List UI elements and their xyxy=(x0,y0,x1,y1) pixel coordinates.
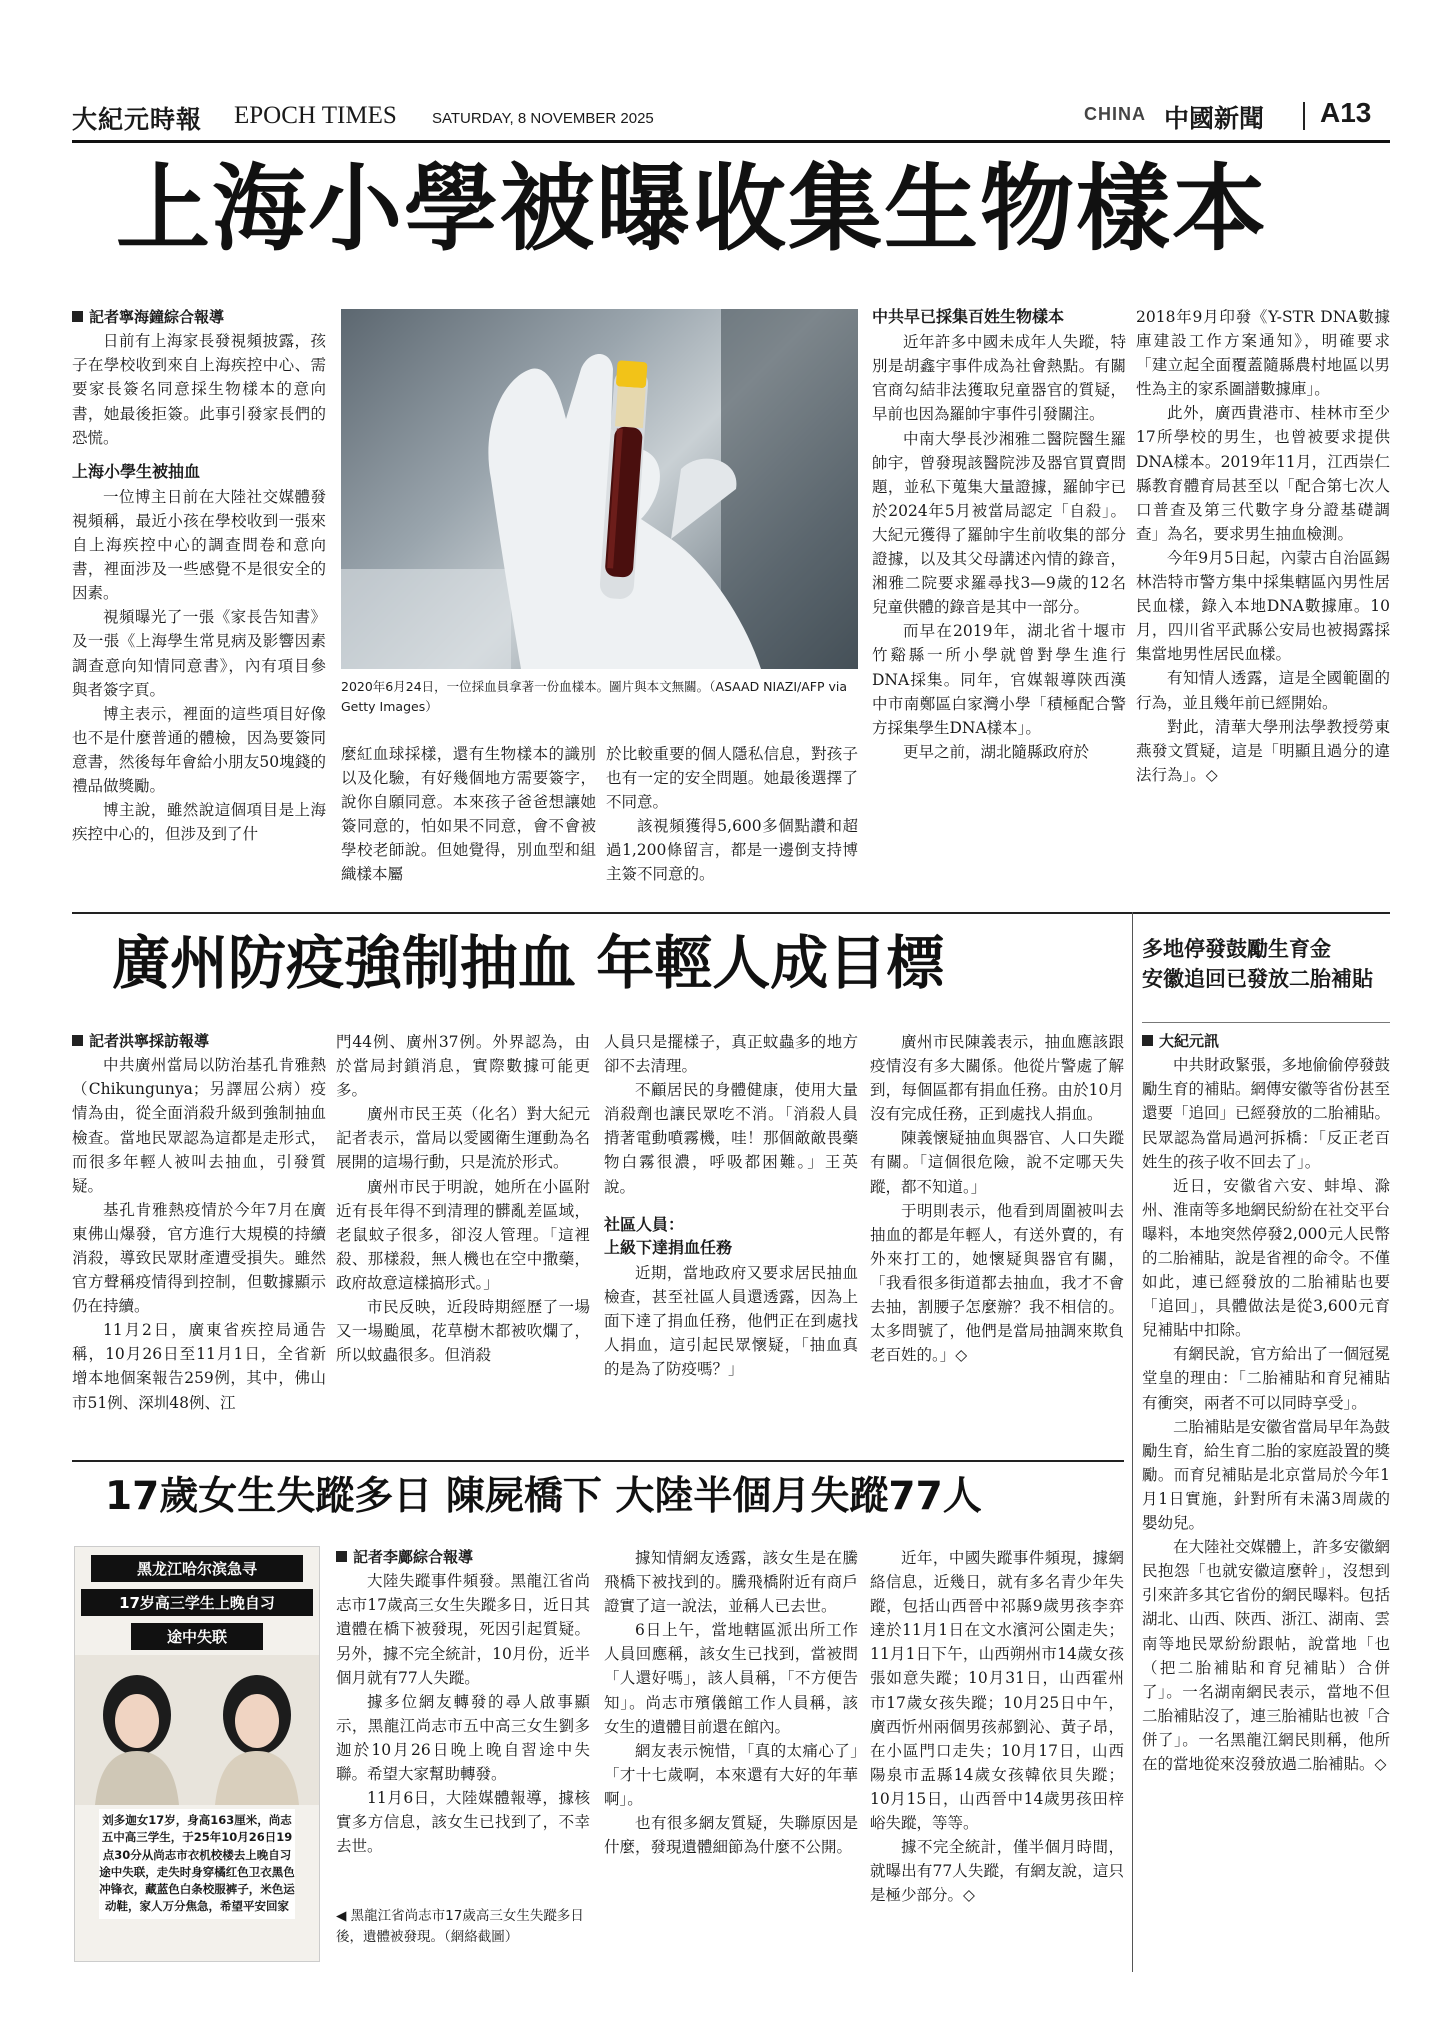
article1-photo-caption: 2020年6月24日，一位採血員拿著一份血樣本。圖片與本文無關。（ASAAD NIAZI/AFP via Getty Images） xyxy=(341,679,848,714)
paragraph: 門44例、廣州37例。外界認為，由於當局封鎖消息，實際數據可能更多。 xyxy=(336,1033,590,1100)
paragraph: 據知情網友透露，該女生是在騰飛橋下被找到的。騰飛橋附近有商戶證實了這一說法，並稱人已去世。 xyxy=(604,1549,858,1616)
sidebar-headline-line-1: 多地停發鼓勵生育金 xyxy=(1142,937,1331,961)
sidebar-body xyxy=(1142,1030,1390,1974)
paragraph: 二胎補貼是安徽省當局早年為鼓勵生育，給生育二胎的家庭設置的獎勵。而育兒補貼是北京當局於今年1月1日實施，針對所有未滿3周歲的嬰幼兒。 xyxy=(1142,1417,1390,1533)
paragraph: 該視頻獲得5,600多個點讚和超過1,200條留言，都是一邊倒支持博主簽不同意的。 xyxy=(606,817,858,884)
poster-title-line-3: 途中失联 xyxy=(131,1623,263,1650)
section-divider-2 xyxy=(72,1460,1124,1462)
article2-column-2 xyxy=(336,1030,590,1440)
article3-column-3 xyxy=(870,1546,1124,1974)
paragraph: 基孔肯雅熱疫情於今年7月在廣東佛山爆發，官方進行大規模的持續消殺，導致民眾財產遭受損失。雖然官方聲稱疫情得到控制，但數據顯示仍在持續。 xyxy=(72,1200,326,1316)
gloved-hand-blood-tube-illustration xyxy=(341,309,858,669)
article1-subhead: 上海小學生被抽血 xyxy=(72,461,201,481)
section-label-cn: 中國新聞 xyxy=(1164,104,1265,133)
paragraph: 近年，中國失蹤事件頻現，據網絡信息，近幾日，就有多名青少年失蹤，包括山西晉中祁縣9歲男孩李弈達於11月1日在文水濱河公園走失；11月1日下午，山西朔州市14歲女孩張如意失蹤；10月31日，山西霍州市17歲女孩失蹤；10月25日中午，廣西忻州兩個男孩郝劉沁、黃子昂，在小區門口走失；10月17日，山西陽泉市盂縣14歲女孩韓依貝失蹤；10月15日，山西晉中14歲男孩田梓峪失蹤，等等。 xyxy=(870,1549,1124,1833)
paragraph: 近期，當地政府又要求居民抽血檢查，甚至社區人員還透露，因為上面下達了捐血任務，他們正在到處找人捐血，這引起民眾懷疑，「抽血真的是為了防疫嗎？」 xyxy=(604,1264,858,1379)
article1-photo xyxy=(341,309,858,669)
article1-column-2 xyxy=(341,742,596,902)
poster-title-line-2: 17岁高三学生上晚自习 xyxy=(81,1589,313,1616)
paragraph: 11月2日，廣東省疾控局通告稱，10月26日至11月1日，全省新增本地個案報告259例，其中，佛山市51例、深圳48例、江 xyxy=(72,1321,326,1412)
paragraph: 中共廣州當局以防治基孔肯雅熱（Chikungunya；另譯屈公病）疫情為由，從全面消殺升級到強制抽血檢查。當地民眾認為這都是走形式，而很多年輕人被叫去抽血，引發質疑。 xyxy=(72,1056,326,1195)
missing-person-poster xyxy=(74,1546,320,1962)
article1-headline: 上海小學被曝收集生物樣本 xyxy=(116,154,1269,264)
section-divider-1 xyxy=(72,912,1390,914)
masthead-date: SATURDAY, 8 NOVEMBER 2025 xyxy=(432,110,654,127)
paragraph: 6日上午，當地轄區派出所工作人員回應稱，該女生已找到，當被問「人還好嗎」，該人員稱，「不方便告知」。尚志市殯儀館工作人員稱，該女生的遺體目前還在館內。 xyxy=(604,1621,858,1736)
sidebar-headline-line-2: 安徽追回已發放二胎補貼 xyxy=(1142,967,1373,992)
paragraph: 日前有上海家長發視頻披露，孩子在學校收到來自上海疾控中心、需要家長簽名同意採生物樣本的意向書，她最後拒簽。此事引發家長們的恐慌。 xyxy=(72,332,326,447)
article1-byline: 記者寧海鐘綜合報導 xyxy=(72,306,326,329)
masthead-logo-en: EPOCH TIMES xyxy=(234,102,397,129)
paragraph: 大陸失蹤事件頻發。黑龍江省尚志市17歲高三女生失蹤多日，近日其遺體在橋下被發現，死因引起質疑。另外，據不完全統計，10月份，近半個月就有77人失蹤。 xyxy=(336,1572,590,1687)
paragraph: 今年9月5日起，內蒙古自治區錫林浩特市警方集中採集轄區內男性居民血樣，錄入本地DNA數據庫。10月，四川省平武縣公安局也被揭露採集當地男性居民血樣。 xyxy=(1136,548,1390,664)
paragraph: 近日，安徽省六安、蚌埠、滁州、淮南等多地網民紛紛在社交平台曝料，本地突然停發2,000元人民幣的二胎補貼，說是省裡的命令。不僅如此，連已經發放的二胎補貼也要「追回」，具體做法是從3,600元育兒補貼中扣除。 xyxy=(1142,1176,1390,1340)
paragraph: 一位博主日前在大陸社交媒體發視頻稱，最近小孩在學校收到一張來自上海疾控中心的調查問卷和意向書，裡面涉及一些感覺不是很安全的因素。 xyxy=(72,487,326,603)
article1-column-3 xyxy=(606,742,858,902)
section-label-en: CHINA xyxy=(1084,104,1146,124)
paragraph: 11月6日，大陸媒體報導，據核實多方信息，該女生已找到了，不幸去世。 xyxy=(336,1789,590,1856)
paragraph: 據不完全統計，僅半個月時間，就曝出有77人失蹤，有網友說，這只是極少部分。◇ xyxy=(870,1838,1124,1905)
paragraph: 據多位網友轉發的尋人啟事顯示，黑龍江尚志市五中高三女生劉多迦於10月26日晚上晚自習途中失聯。希望大家幫助轉發。 xyxy=(336,1692,590,1783)
paragraph: 市民反映，近段時期經歷了一場又一場颱風，花草樹木都被吹爛了，所以蚊蟲很多。但消殺 xyxy=(336,1298,590,1365)
article1-column-5 xyxy=(1136,305,1390,902)
paragraph: 而早在2019年，湖北省十堰市竹谿縣一所小學就曾對學生進行DNA採集。同年，官媒報導陝西漢中市南鄭區白家灣小學「積極配合警方採集學生DNA樣本」。 xyxy=(872,622,1126,737)
paragraph: 於比較重要的個人隱私信息，對孩子也有一定的安全問題。她最後選擇了不同意。 xyxy=(606,745,858,812)
paragraph: 中南大學長沙湘雅二醫院醫生羅帥宇，曾發現該醫院涉及器官買賣問題，並私下蒐集大量證據，羅帥宇已於2024年5月被當局認定「自殺」。大紀元獲得了羅帥宇生前收集的部分證據，以及其父母講述內情的錄音，湘雅二院要求羅尋找3—9歲的12名兒童供體的錄音是其中一部分。 xyxy=(872,429,1126,617)
article3-column-1 xyxy=(336,1546,590,1896)
paragraph: 麼紅血球採樣，還有生物樣本的識別以及化驗，有好幾個地方需要簽字，說你自願同意。本來孩子爸爸想讓她簽同意的，怕如果不同意，會不會被學校老師說。但她覺得，別血型和組織樣本屬 xyxy=(341,745,596,884)
paragraph: 人員只是擺樣子，真正蚊蟲多的地方卻不去清理。 xyxy=(604,1033,858,1076)
paragraph: 此外，廣西貴港市、桂林市至少17所學校的男生，也曾被要求提供DNA樣本。2019年11月，江西崇仁縣教育體育局甚至以「配合第七次人口普查及第三代數字身分證基礎調查」為名，要求男生抽血檢測。 xyxy=(1136,404,1390,543)
paragraph: 也有很多網友質疑，失聯原因是什麼，發現遺體細節為什麼不公開。 xyxy=(604,1814,858,1857)
article3-photo-caption: ◀ 黑龍江省尚志市17歲高三女生失蹤多日後，遺體被發現。（網絡截圖） xyxy=(336,1908,584,1945)
sidebar-headline-rule xyxy=(1142,1022,1390,1023)
article2-column-3 xyxy=(604,1030,858,1440)
article2-byline: 記者洪寧採訪報導 xyxy=(72,1030,326,1053)
paragraph: 對此，清華大學刑法學教授勞東燕發文質疑，這是「明顯且過分的違法行為」。◇ xyxy=(1136,717,1390,784)
paragraph: 廣州市民王英（化名）對大紀元記者表示，當局以愛國衛生運動為名展開的這場行動，只是流於形式。 xyxy=(336,1105,590,1172)
article1-subhead-2: 中共早已採集百姓生物樣本 xyxy=(872,307,1065,326)
paragraph: 不顧居民的身體健康，使用大量消殺劑也讓民眾吃不消。「消殺人員揹著電動噴霧機，哇！那個敵敵畏藥物白霧很濃，呼吸都困難。」王英說。 xyxy=(604,1081,858,1196)
page-number: A13 xyxy=(1320,97,1372,128)
paragraph: 博主說，雖然說這個項目是上海疾控中心的，但涉及到了什 xyxy=(72,801,326,844)
paragraph: 視頻曝光了一張《家長告知書》及一張《上海學生常見病及影響因素調查意向知情同意書》，內有項目參與者簽字頁。 xyxy=(72,608,326,699)
missing-girl-photos xyxy=(75,1655,319,1805)
article2-column-1 xyxy=(72,1030,326,1440)
article1-column-1 xyxy=(72,306,326,902)
paragraph: 中共財政緊張，多地偷偷停發鼓勵生育的補貼。網傳安徽等省份甚至還要「追回」已經發放的二胎補貼。民眾認為當局過河拆橋：「反正老百姓生的孩子收不回去了」。 xyxy=(1142,1056,1390,1171)
paragraph: 2018年9月印發《Y-STR DNA數據庫建設工作方案通知》，明確要求「建立起全面覆蓋隨縣農村地區以男性為主的家系圖譜數據庫」。 xyxy=(1136,308,1390,399)
article2-column-4 xyxy=(870,1030,1124,1440)
article3-column-2 xyxy=(604,1546,858,1974)
masthead-rule xyxy=(72,140,1390,143)
paragraph: 更早之前，湖北隨縣政府於 xyxy=(903,742,1090,761)
article2-subhead: 社區人員： 上級下達捐血任務 xyxy=(604,1214,733,1257)
poster-title-line-1: 黑龙江哈尔滨急寻 xyxy=(91,1555,303,1582)
paragraph: 于明則表示，他看到周圍被叫去抽血的都是年輕人，有送外賣的，有外來打工的，她懷疑與器官有關，「我看很多街道都去抽血，我才不會去抽，割腰子怎麼辦？我不相信的。太多問號了，他們是當局抽調來欺負老百姓的。」◇ xyxy=(870,1201,1124,1365)
paragraph: 廣州市民于明說，她所在小區附近有長年得不到清理的髒亂差區域，老鼠蚊子很多，卻沒人管理。「這裡殺、那樣殺，無人機也在空中撒藥，政府故意這樣搞形式。」 xyxy=(336,1177,590,1292)
paragraph: 陳義懷疑抽血與器官、人口失蹤有關。「這個很危險，說不定哪天失蹤，都不知道。」 xyxy=(870,1129,1124,1196)
paragraph: 有知情人透露，這是全國範圍的行為，並且幾年前已經開始。 xyxy=(1136,669,1390,712)
article3-headline: 17歲女生失蹤多日 陳屍橋下 大陸半個月失蹤77人 xyxy=(105,1474,982,1519)
masthead xyxy=(72,96,1390,136)
masthead-logo-cn: 大紀元時報 xyxy=(72,105,203,134)
section-divider xyxy=(1303,102,1305,130)
paragraph: 在大陸社交媒體上，許多安徽網民抱怨「也就安徽這麼幹」，沒想到引來許多其它省份的網民曝料。包括湖北、山西、陝西、浙江、湖南、雲南等地民眾紛紛跟帖，說當地「也（把二胎補貼和育兒補貼）合併了」。一名湖南網民表示，當地不但二胎補貼沒了，連三胎補貼也被「合併了」。一名黑龍江網民則稱，他所在的當地從來沒發放過二胎補貼。◇ xyxy=(1142,1538,1390,1773)
paragraph: 博主表示，裡面的這些項目好像也不是什麼普通的體檢，因為要簽同意書，然後每年會給小朋友50塊錢的禮品做獎勵。 xyxy=(72,704,326,796)
paragraph: 有網民說，官方給出了一個冠冕堂皇的理由：「二胎補貼和育兒補貼有衝突，兩者不可以同時享受」。 xyxy=(1142,1345,1390,1412)
sidebar-byline: 大紀元訊 xyxy=(1142,1030,1390,1053)
paragraph: 網友表示惋惜，「真的太痛心了」「才十七歲啊，本來還有大好的年華啊」。 xyxy=(604,1741,858,1808)
poster-notice-text: 刘多迦女17岁，身高163厘米，尚志五中高三学生，于25年10月26日19点30分从尚志市衣机校楼去上晚自习途中失联，走失时身穿橘红色卫衣黑色冲锋衣，藏蓝色白条校服裤子，米色运动鞋，家人万分焦急，希望平安回家 xyxy=(99,1809,295,1919)
paragraph: 近年許多中國未成年人失蹤，特別是胡鑫宇事件成為社會熱點。有關官商勾結非法獲取兒童器官的質疑，早前也因為羅帥宇事件引發關注。 xyxy=(872,333,1126,424)
article2-headline: 廣州防疫強制抽血 年輕人成目標 xyxy=(112,929,945,997)
paragraph: 廣州市民陳義表示，抽血應該跟疫情沒有多大關係。他從片警處了解到，每個區都有捐血任務。由於10月沒有完成任務，正到處找人捐血。 xyxy=(870,1033,1124,1124)
sidebar-headline xyxy=(1142,934,1390,995)
article1-column-4 xyxy=(872,305,1126,902)
article3-byline: 記者李鄺綜合報導 xyxy=(336,1546,590,1569)
sidebar-divider xyxy=(1132,912,1133,1972)
